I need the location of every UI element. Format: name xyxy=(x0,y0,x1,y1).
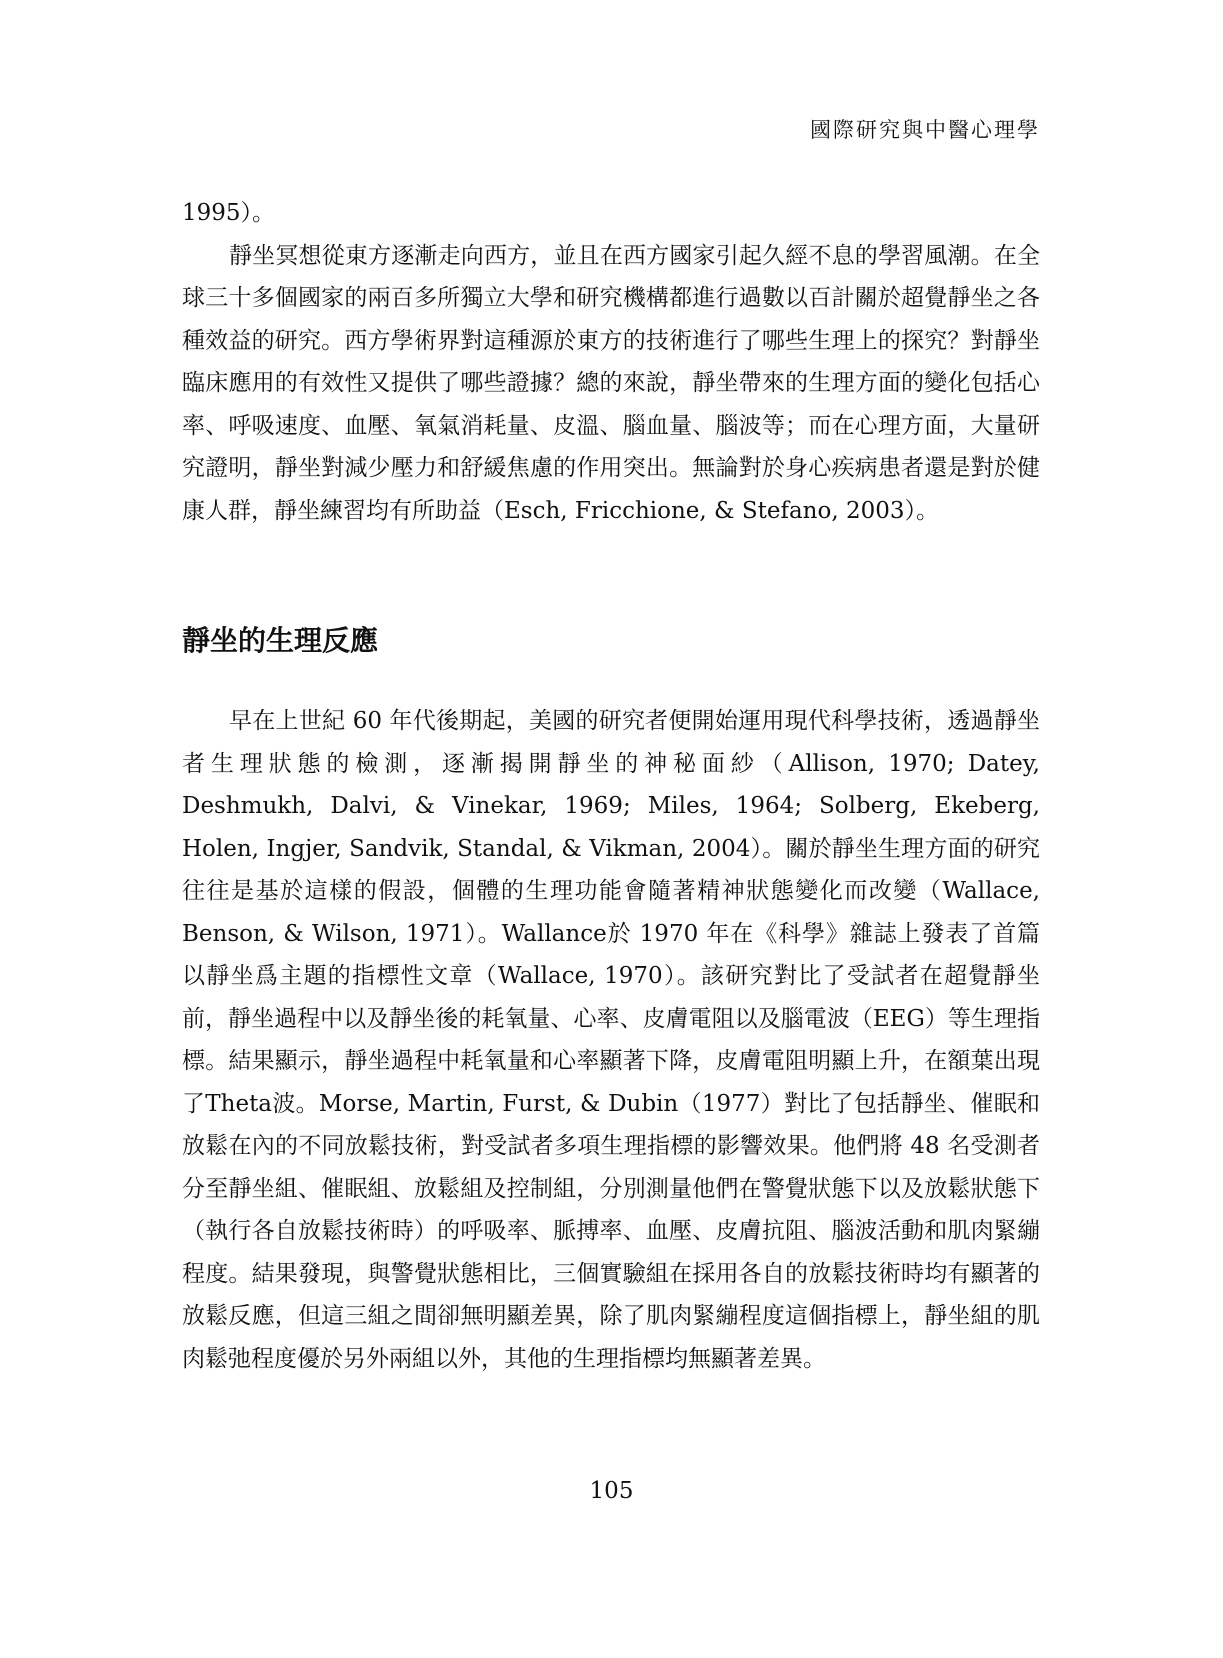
intro-text-block xyxy=(182,192,1040,532)
section-heading: 靜坐的生理反應 xyxy=(182,624,379,657)
section-paragraph: 早在上世紀 60 年代後期起，美國的研究者便開始運用現代科學技術，透過靜坐者生理狀態的檢測，逐漸揭開靜坐的神秘面紗（Allison, 1970; Datey, Deshmukh, Dalvi, & Vinekar, 1969; Miles, 1964; Solberg, Ekeberg, Holen, Ingjer, Sandvik, Standal, & Vikman, 2004）。關於靜坐生理方面的研究往往是基於這樣的假設，個體的生理功能會隨著精神狀態變化而改變（Wallace, Benson, & Wilson, 1971）。Wallance於 1970 年在《科學》雜誌上發表了首篇以靜坐爲主題的指標性文章（Wallace, 1970）。該研究對比了受試者在超覺靜坐前，靜坐過程中以及靜坐後的耗氧量、心率、皮膚電阻以及腦電波（EEG）等生理指標。結果顯示，靜坐過程中耗氧量和心率顯著下降，皮膚電阻明顯上升，在額葉出現了Theta波。Morse, Martin, Furst, & Dubin（1977）對比了包括靜坐、催眠和放鬆在內的不同放鬆技術，對受試者多項生理指標的影響效果。他們將 48 名受測者分至靜坐組、催眠組、放鬆組及控制組，分別測量他們在警覺狀態下以及放鬆狀態下（執行各自放鬆技術時）的呼吸率、脈搏率、血壓、皮膚抗阻、腦波活動和肌肉緊繃程度。結果發現，與警覺狀態相比，三個實驗組在採用各自的放鬆技術時均有顯著的放鬆反應，但這三組之間卻無明顯差異，除了肌肉緊繃程度這個指標上，靜坐組的肌肉鬆弛程度優於另外兩組以外，其他的生理指標均無顯著差異。 xyxy=(182,708,1040,1372)
continuation-line: 1995）。 xyxy=(182,200,276,226)
running-header: 國際研究與中醫心理學 xyxy=(810,118,1040,142)
section-text-block xyxy=(182,700,1040,1380)
page-number: 105 xyxy=(589,1478,634,1504)
intro-paragraph: 靜坐冥想從東方逐漸走向西方，並且在西方國家引起久經不息的學習風潮。在全球三十多個國家的兩百多所獨立大學和研究機構都進行過數以百計關於超覺靜坐之各種效益的研究。西方學術界對這種源於東方的技術進行了哪些生理上的探究？對靜坐臨床應用的有效性又提供了哪些證據？總的來說，靜坐帶來的生理方面的變化包括心率、呼吸速度、血壓、氧氣消耗量、皮溫、腦血量、腦波等；而在心理方面，大量研究證明，靜坐對減少壓力和舒緩焦慮的作用突出。無論對於身心疾病患者還是對於健康人群，靜坐練習均有所助益（Esch, Fricchione, & Stefano, 2003）。 xyxy=(182,242,1040,524)
